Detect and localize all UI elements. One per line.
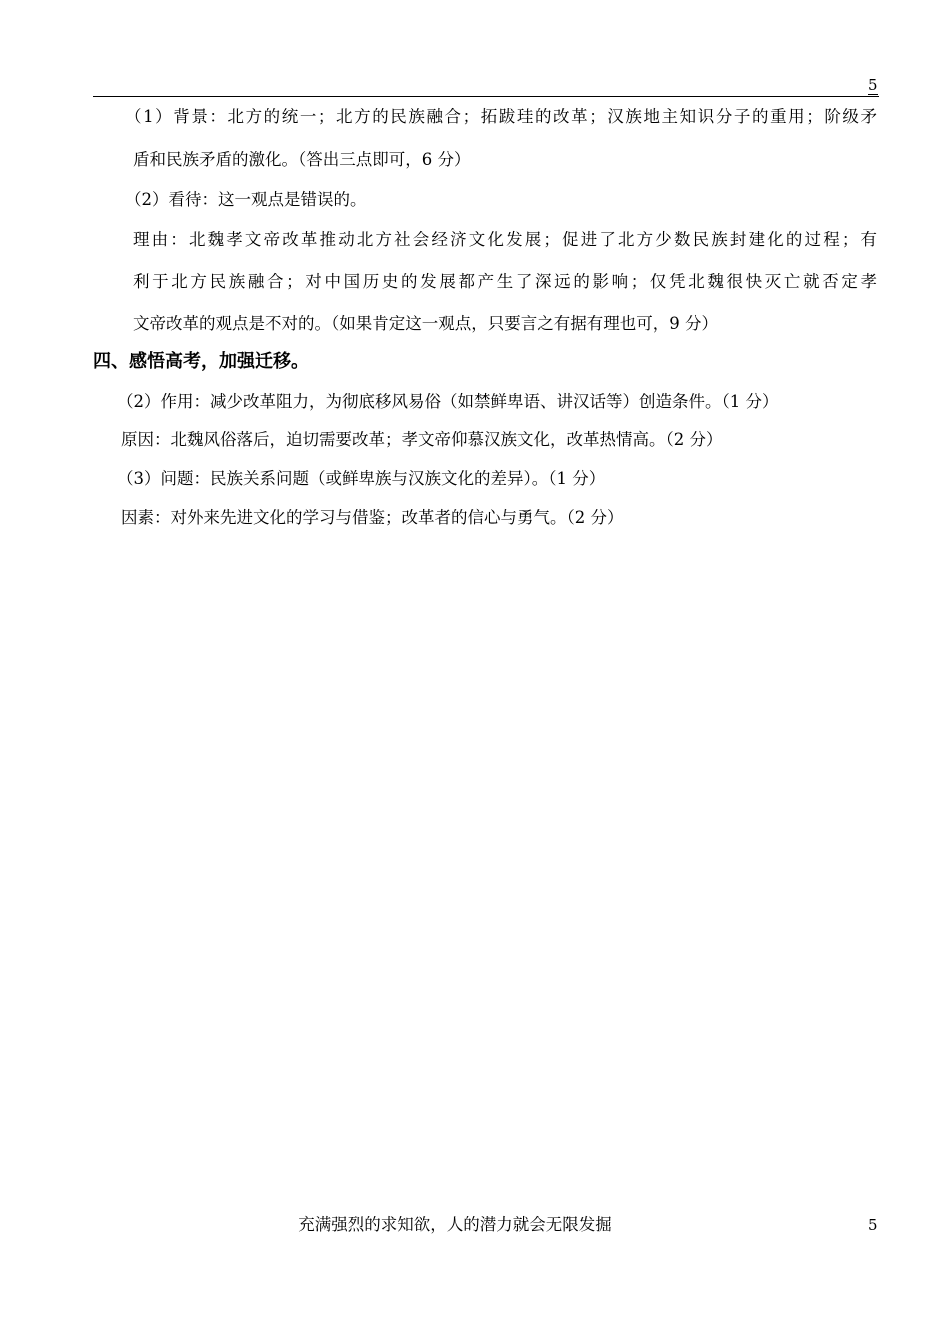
footer-page-number: 5	[868, 1216, 878, 1234]
footer-motto: 充满强烈的求知欲，人的潜力就会无限发掘	[298, 1215, 612, 1234]
answer-q1-line2: 盾和民族矛盾的激化。（答出三点即可，6 分）	[133, 150, 471, 169]
answer-q1-line1: （1）背景：北方的统一；北方的民族融合；拓跋珪的改革；汉族地主知识分子的重用；阶级矛	[125, 107, 877, 126]
answer-q2-reason-line3: 文帝改革的观点是不对的。（如果肯定这一观点，只要言之有据有理也可，9 分）	[133, 314, 718, 333]
section4-q2-reason: 原因：北魏风俗落后，迫切需要改革；孝文帝仰慕汉族文化，改革热情高。（2 分）	[121, 430, 723, 449]
header-page-number: 5	[868, 76, 878, 94]
section4-q3-factor: 因素：对外来先进文化的学习与借鉴；改革者的信心与勇气。（2 分）	[121, 508, 624, 527]
answer-q2-reason-line2: 利于北方民族融合；对中国历史的发展都产生了深远的影响；仅凭北魏很快灭亡就否定孝	[133, 272, 877, 291]
section4-q3-problem: （3）问题：民族关系问题（或鲜卑族与汉族文化的差异）。（1 分）	[117, 469, 606, 488]
answer-q2-line1: （2）看待：这一观点是错误的。	[125, 190, 367, 209]
section-4-heading: 四、感悟高考，加强迁移。	[93, 351, 309, 372]
answer-q2-reason-line1: 理由：北魏孝文帝改革推动北方社会经济文化发展；促进了北方少数民族封建化的过程；有	[133, 230, 877, 249]
section4-q2-effect: （2）作用：减少改革阻力，为彻底移风易俗（如禁鲜卑语、讲汉话等）创造条件。（1 分）	[117, 392, 779, 411]
header-rule	[93, 96, 879, 97]
